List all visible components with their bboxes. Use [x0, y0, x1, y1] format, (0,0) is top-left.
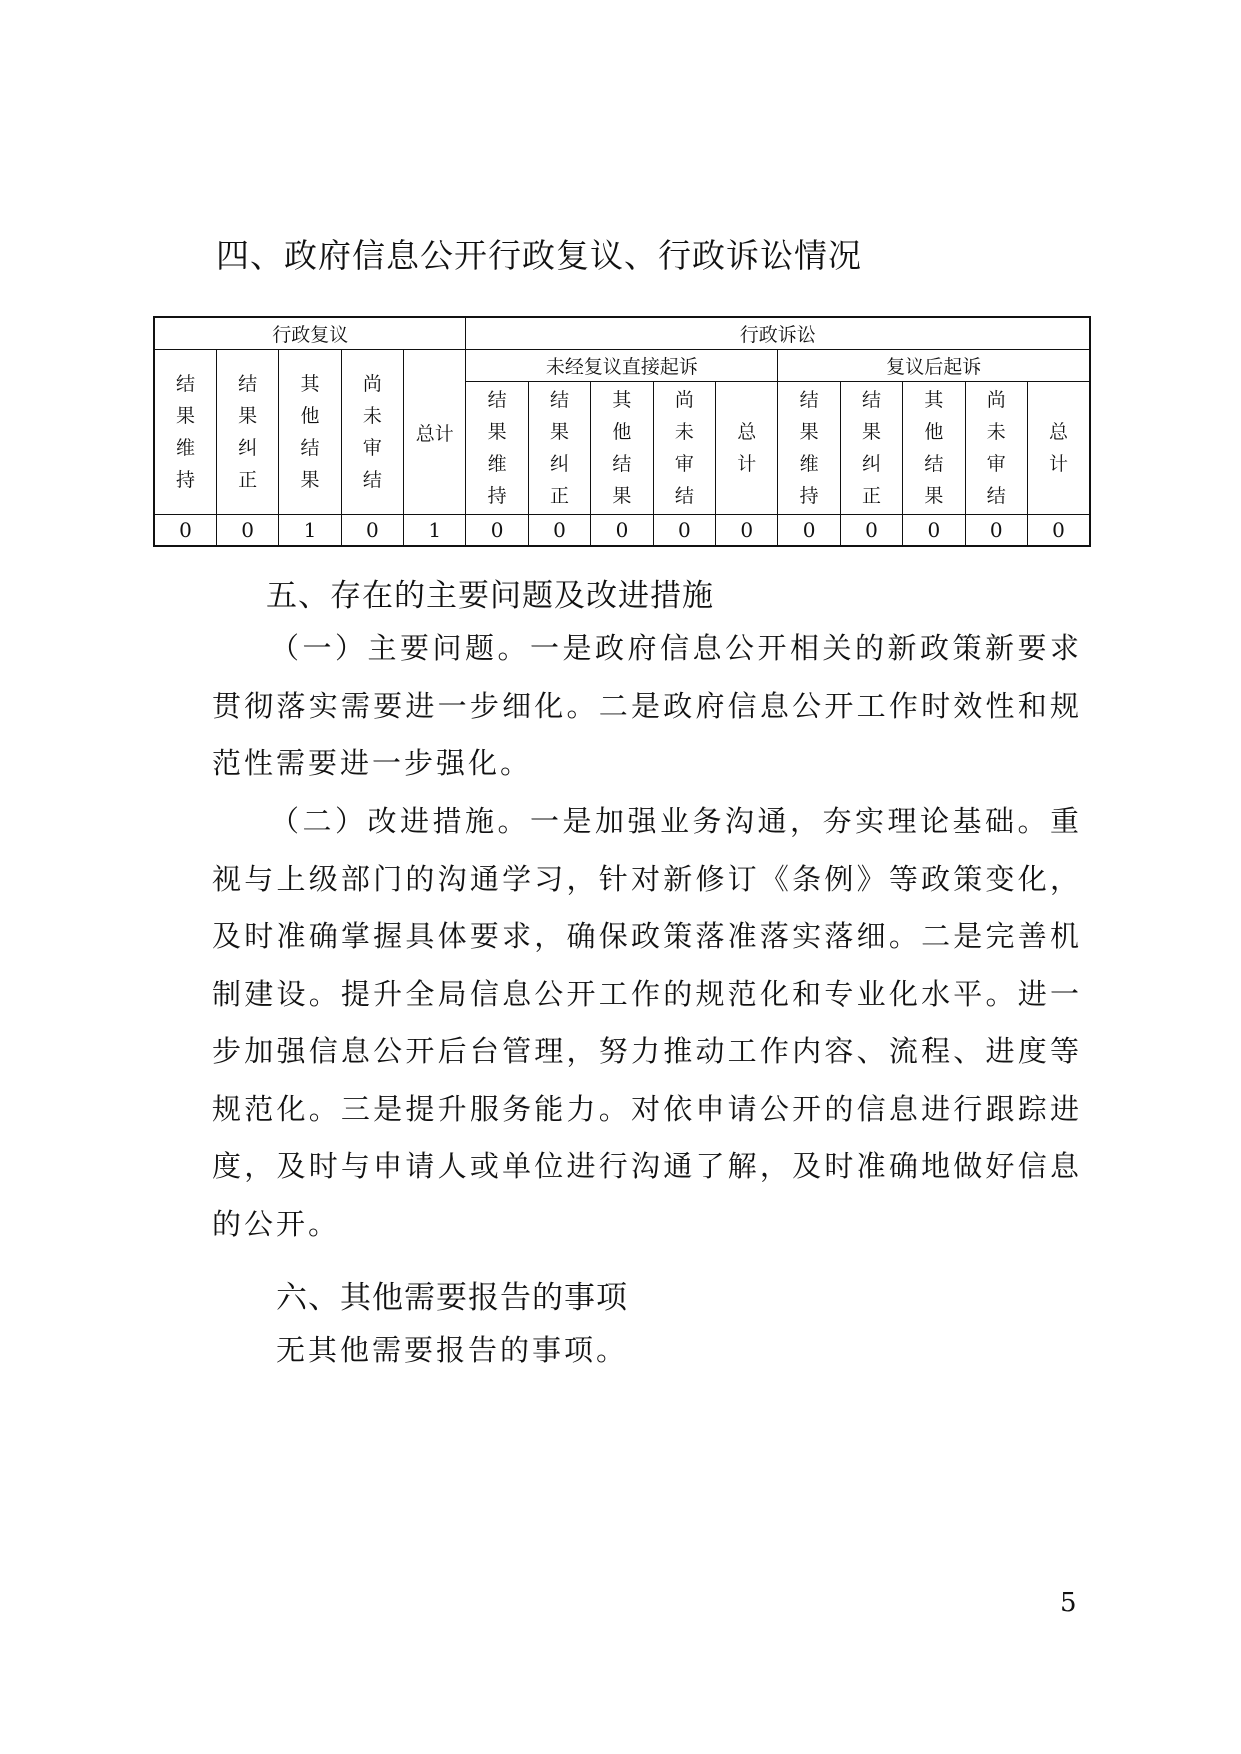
direct-col-cell [716, 382, 778, 515]
after-col-cell [1027, 382, 1090, 515]
after-col-label: 总计 [1048, 421, 1068, 475]
after-col-cell [965, 382, 1027, 515]
after-col-label: 结果维持 [799, 389, 819, 507]
value-cell: 0 [653, 515, 715, 547]
section5-title: 五、存在的主要问题及改进措施 [266, 578, 714, 614]
direct-col-cell [591, 382, 653, 515]
value-cell: 0 [591, 515, 653, 547]
after-col-label: 其他结果 [924, 389, 944, 507]
section5-paragraph-problems: （一）主要问题。一是政府信息公开相关的新政策新要求贯彻落实需要进一步细化。二是政府信息公开工作时效性和规范性需要进一步强化。 [212, 631, 1082, 780]
review-total-label: 总计 [415, 422, 454, 445]
value-cell: 0 [965, 515, 1027, 547]
after-col-cell [840, 382, 902, 515]
after-col-cell [778, 382, 840, 515]
value-cell: 0 [903, 515, 965, 547]
direct-col-label: 尚未审结 [674, 389, 694, 507]
direct-col-cell [528, 382, 590, 515]
value-cell: 0 [528, 515, 590, 547]
after-header: 复议后起诉 [778, 350, 1090, 382]
page-number: 5 [1060, 1588, 1077, 1618]
review-col-label: 结果维持 [175, 373, 195, 491]
review-col-label: 结果纠正 [238, 373, 258, 491]
value-cell: 0 [341, 515, 403, 547]
direct-col-label: 结果维持 [487, 389, 507, 507]
after-col-label: 结果纠正 [861, 389, 881, 507]
value-cell: 0 [216, 515, 278, 547]
review-col-label: 其他结果 [300, 373, 320, 491]
review-lawsuit-table [153, 316, 1091, 547]
value-cell: 1 [279, 515, 341, 547]
review-col-cell [341, 350, 403, 515]
value-cell: 0 [716, 515, 778, 547]
section6-paragraph: 无其他需要报告的事项。 [276, 1333, 629, 1367]
direct-header: 未经复议直接起诉 [466, 350, 778, 382]
direct-col-label: 总计 [737, 421, 757, 475]
review-col-label: 尚未审结 [362, 373, 382, 491]
value-cell: 0 [778, 515, 840, 547]
value-cell: 0 [466, 515, 528, 547]
review-header: 行政复议 [154, 317, 466, 350]
direct-col-label: 结果纠正 [550, 389, 570, 507]
after-col-label: 尚未审结 [986, 389, 1006, 507]
value-cell: 0 [840, 515, 902, 547]
section6-title: 六、其他需要报告的事项 [276, 1280, 628, 1316]
section4-title: 四、政府信息公开行政复议、行政诉讼情况 [216, 236, 862, 275]
section5-paragraph-measures: （二）改进措施。一是加强业务沟通，夯实理论基础。重视与上级部门的沟通学习，针对新修订《条例》等政策变化，及时准确掌握具体要求，确保政策落准落实落细。二是完善机制建设。提升全局信息公开工作的规范化和专业化水平。进一步加强信息公开后台管理，努力推动工作内容、流程、进度等规范化。三是提升服务能力。对依申请公开的信息进行跟踪进度，及时与申请人或单位进行沟通了解，及时准确地做好信息的公开。 [212, 804, 1082, 1241]
review-col-cell [216, 350, 278, 515]
value-cell: 0 [154, 515, 216, 547]
value-cell: 0 [1027, 515, 1090, 547]
direct-col-cell [466, 382, 528, 515]
review-col-cell [154, 350, 216, 515]
value-cell: 1 [404, 515, 466, 547]
after-col-cell [903, 382, 965, 515]
lawsuit-header: 行政诉讼 [466, 317, 1090, 350]
review-col-cell [279, 350, 341, 515]
direct-col-label: 其他结果 [612, 389, 632, 507]
direct-col-cell [653, 382, 715, 515]
review-total-cell [404, 350, 466, 515]
